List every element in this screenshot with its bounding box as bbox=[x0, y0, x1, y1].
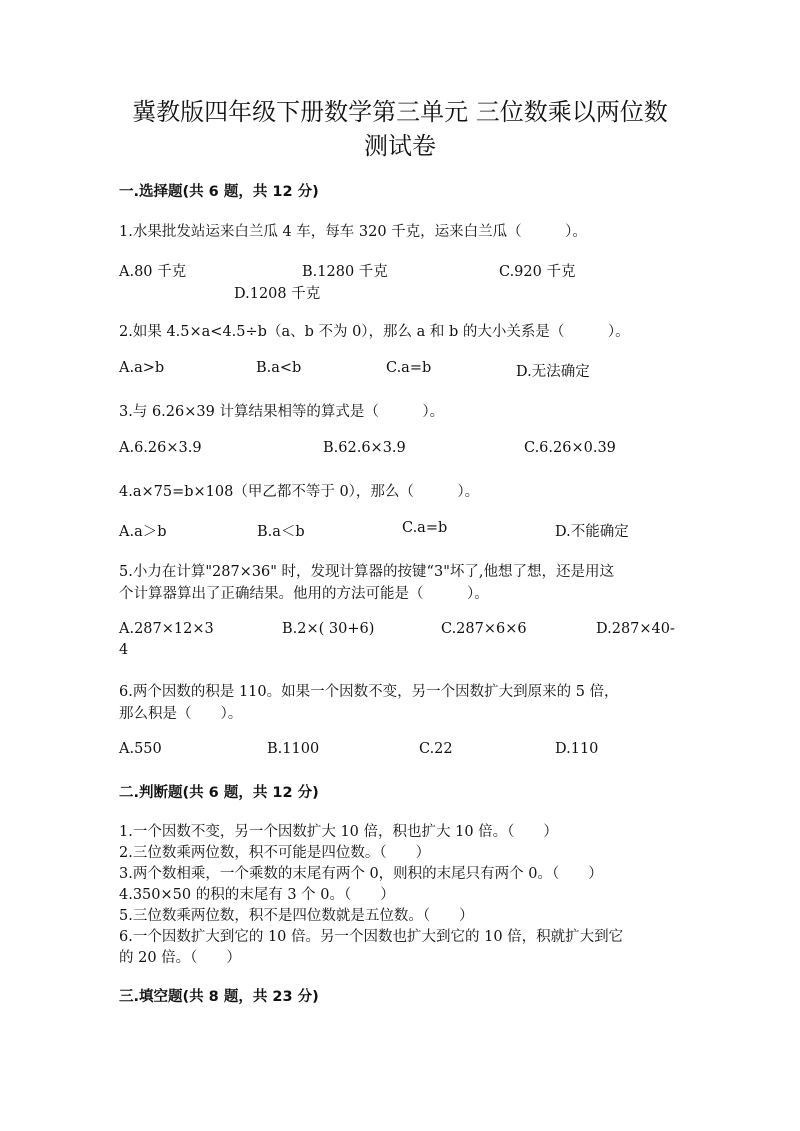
q4-option-c: C.a=b bbox=[402, 520, 448, 536]
q5-option-a: A.287×12×3 bbox=[119, 621, 214, 637]
question-3-stem: 3.与 6.26×39 计算结果相等的算式是（ ）。 bbox=[119, 404, 445, 420]
q4-option-b: B.a＜b bbox=[257, 524, 305, 540]
page-title-line2: 测试卷 bbox=[364, 132, 436, 160]
q5-option-d: D.287×40- bbox=[596, 621, 675, 637]
q5-option-b: B.2×( 30+6) bbox=[282, 621, 375, 637]
q6-option-d: D.110 bbox=[555, 741, 599, 757]
section-heading-fill-blank: 三.填空题(共 8 题，共 23 分) bbox=[119, 989, 319, 1005]
q6-option-a: A.550 bbox=[119, 741, 162, 757]
q5-option-d-continued: 4 bbox=[119, 642, 129, 658]
page-title-line1: 冀教版四年级下册数学第三单元 三位数乘以两位数 bbox=[132, 98, 668, 126]
q5-option-c: C.287×6×6 bbox=[441, 621, 527, 637]
q2-option-d: D.无法确定 bbox=[516, 364, 590, 380]
tf-item-6: 6.一个因数扩大到它的 10 倍。另一个因数也扩大到它的 10 倍，积就扩大到它 bbox=[119, 929, 624, 945]
question-5-stem-line1: 5.小力在计算"287×36" 时，发现计算器的按键“3"坏了,他想了想，还是用这 bbox=[119, 564, 614, 580]
tf-item-5: 5.三位数乘两位数，积不是四位数就是五位数。（ ） bbox=[119, 908, 474, 924]
q3-option-c: C.6.26×0.39 bbox=[524, 440, 616, 456]
q1-option-c: C.920 千克 bbox=[499, 264, 576, 280]
q4-option-a: A.a＞b bbox=[119, 524, 167, 540]
question-5-stem-line2: 个计算器算出了正确结果。他用的方法可能是（ ）。 bbox=[119, 586, 489, 602]
tf-item-1: 1.一个因数不变，另一个因数扩大 10 倍，积也扩大 10 倍。（ ） bbox=[119, 824, 558, 840]
section-heading-choice: 一.选择题(共 6 题，共 12 分) bbox=[119, 184, 319, 200]
question-1-stem: 1.水果批发站运来白兰瓜 4 车，每车 320 千克，运来白兰瓜（ ）。 bbox=[119, 224, 587, 240]
q1-option-a: A.80 千克 bbox=[119, 264, 187, 280]
question-4-stem: 4.a×75=b×108（甲乙都不等于 0），那么（ ）。 bbox=[119, 484, 480, 500]
tf-item-2: 2.三位数乘两位数，积不可能是四位数。（ ） bbox=[119, 845, 431, 861]
question-2-stem: 2.如果 4.5×a<4.5÷b（a、b 不为 0），那么 a 和 b 的大小关系是（ ）。 bbox=[119, 324, 630, 340]
section-heading-true-false: 二.判断题(共 6 题，共 12 分) bbox=[119, 785, 319, 801]
q4-option-d: D.不能确定 bbox=[555, 524, 629, 540]
tf-item-4: 4.350×50 的积的末尾有 3 个 0。（ ） bbox=[119, 887, 395, 903]
tf-item-6-continued: 的 20 倍。（ ） bbox=[119, 950, 241, 966]
q2-option-a: A.a>b bbox=[119, 360, 165, 376]
q6-option-c: C.22 bbox=[419, 741, 453, 757]
tf-item-3: 3.两个数相乘，一个乘数的末尾有两个 0，则积的末尾只有两个 0。（ ） bbox=[119, 866, 603, 882]
q3-option-a: A.6.26×3.9 bbox=[119, 440, 202, 456]
q2-option-b: B.a<b bbox=[256, 360, 302, 376]
q3-option-b: B.62.6×3.9 bbox=[323, 440, 406, 456]
question-6-stem-line2: 那么积是（ ）。 bbox=[119, 706, 243, 722]
q1-option-b: B.1280 千克 bbox=[302, 264, 388, 280]
q1-option-d: D.1208 千克 bbox=[234, 286, 321, 302]
q6-option-b: B.1100 bbox=[267, 741, 320, 757]
question-6-stem-line1: 6.两个因数的积是 110。如果一个因数不变，另一个因数扩大到原来的 5 倍， bbox=[119, 684, 619, 700]
q2-option-c: C.a=b bbox=[386, 360, 432, 376]
